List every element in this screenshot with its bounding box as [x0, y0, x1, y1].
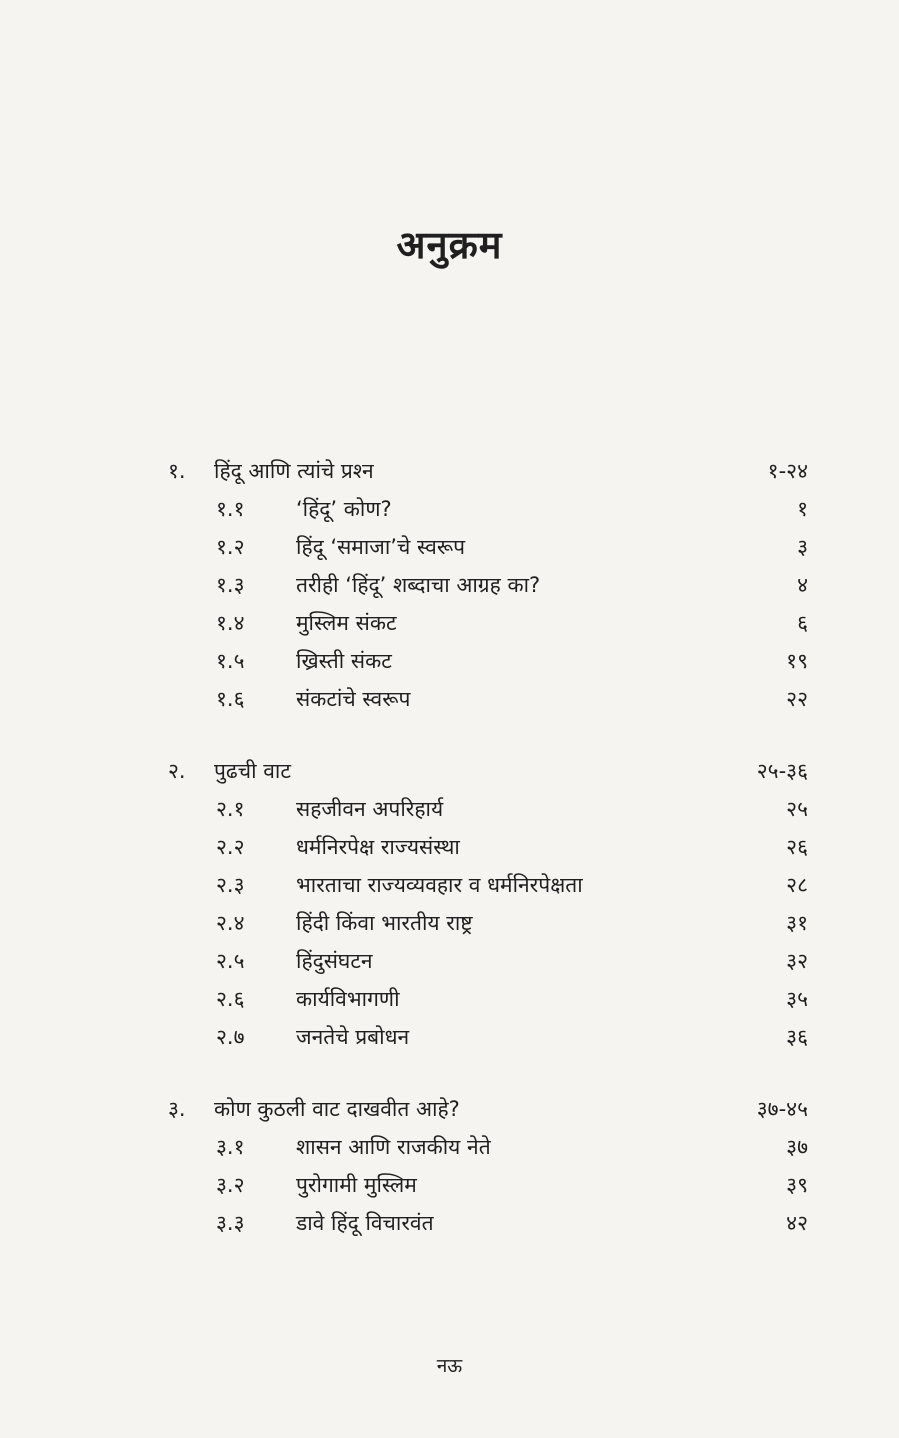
section-row [168, 1128, 808, 1166]
section-number: २.७ [216, 1025, 245, 1049]
section-page: १९ [786, 649, 808, 673]
section-page: ३५ [786, 987, 808, 1011]
section-number: २.४ [216, 911, 245, 935]
section-row [168, 866, 808, 904]
section-title: मुस्लिम संकट [296, 611, 397, 635]
section-title: कार्यविभागणी [296, 987, 400, 1011]
section-number: १.५ [216, 649, 245, 673]
section-row [168, 566, 808, 604]
table-of-contents [168, 452, 808, 1276]
chapter-heading-row [168, 452, 808, 490]
section-row [168, 490, 808, 528]
section-page: ३९ [786, 1173, 808, 1197]
section-row [168, 790, 808, 828]
section-number: १.३ [216, 573, 245, 597]
section-number: २.३ [216, 873, 245, 897]
section-row [168, 528, 808, 566]
chapter-title: हिंदू आणि त्यांचे प्रश्‍न [214, 459, 374, 483]
section-row [168, 642, 808, 680]
section-title: संकटांचे स्वरूप [296, 687, 411, 711]
section-title: पुरोगामी मुस्लिम [296, 1173, 417, 1197]
section-row [168, 680, 808, 718]
chapter-page-range: २५-३६ [756, 759, 808, 783]
section-title: भारताचा राज्यव्यवहार व धर्मनिरपेक्षता [296, 873, 583, 897]
section-page: १ [797, 497, 808, 521]
section-page: २६ [786, 835, 808, 859]
section-number: ३.२ [216, 1173, 245, 1197]
section-row [168, 904, 808, 942]
section-row [168, 980, 808, 1018]
section-number: २.६ [216, 987, 245, 1011]
section-row [168, 1018, 808, 1056]
section-title: जनतेचे प्रबोधन [296, 1025, 410, 1049]
section-number: ३.३ [216, 1211, 245, 1235]
section-title: धर्मनिरपेक्ष राज्यसंस्था [296, 835, 460, 859]
section-title: सहजीवन अपरिहार्य [296, 797, 444, 821]
chapter-number: ३. [168, 1097, 186, 1121]
page-number-footer: नऊ [436, 1355, 463, 1377]
section-page: ३२ [786, 949, 808, 973]
chapter-3 [168, 1090, 808, 1242]
chapter-page-range: ३७-४५ [756, 1097, 808, 1121]
section-title: ‘हिंदू’ कोण? [296, 497, 392, 521]
section-number: २.५ [216, 949, 245, 973]
section-page: ३६ [786, 1025, 808, 1049]
section-row [168, 1166, 808, 1204]
section-title: हिंदी किंवा भारतीय राष्ट्र [296, 911, 473, 935]
section-number: १.१ [216, 497, 245, 521]
section-page: ३१ [786, 911, 808, 935]
section-page: ६ [797, 611, 808, 635]
section-number: २.१ [216, 797, 245, 821]
chapter-heading-row [168, 1090, 808, 1128]
section-page: २८ [786, 873, 808, 897]
chapter-number: २. [168, 759, 186, 783]
section-number: २.२ [216, 835, 245, 859]
section-page: ४ [797, 573, 808, 597]
section-number: १.४ [216, 611, 245, 635]
section-page: ३ [797, 535, 808, 559]
section-page: २५ [786, 797, 808, 821]
chapter-number: १. [168, 459, 186, 483]
section-page: ४२ [786, 1211, 808, 1235]
section-row [168, 1204, 808, 1242]
section-row [168, 828, 808, 866]
section-number: १.६ [216, 687, 245, 711]
chapter-title: पुढची वाट [214, 759, 291, 783]
page-title: अनुक्रम [396, 223, 503, 267]
chapter-1 [168, 452, 808, 718]
section-number: १.२ [216, 535, 245, 559]
section-row [168, 604, 808, 642]
section-title: डावे हिंदू विचारवंत [296, 1211, 434, 1235]
section-title: शासन आणि राजकीय नेते [296, 1135, 491, 1159]
chapter-2 [168, 752, 808, 1056]
section-page: ३७ [786, 1135, 808, 1159]
chapter-page-range: १-२४ [767, 459, 808, 483]
section-page: २२ [786, 687, 808, 711]
section-title: ख्रिस्ती संकट [296, 649, 392, 673]
section-title: हिंदू ‘समाजा’चे स्वरूप [296, 535, 466, 559]
section-title: हिंदुसंघटन [296, 949, 373, 973]
chapter-title: कोण कुठली वाट दाखवीत आहे? [214, 1097, 460, 1121]
section-title: तरीही ‘हिंदू’ शब्दाचा आग्रह का? [296, 573, 541, 597]
section-row [168, 942, 808, 980]
section-number: ३.१ [216, 1135, 245, 1159]
chapter-heading-row [168, 752, 808, 790]
